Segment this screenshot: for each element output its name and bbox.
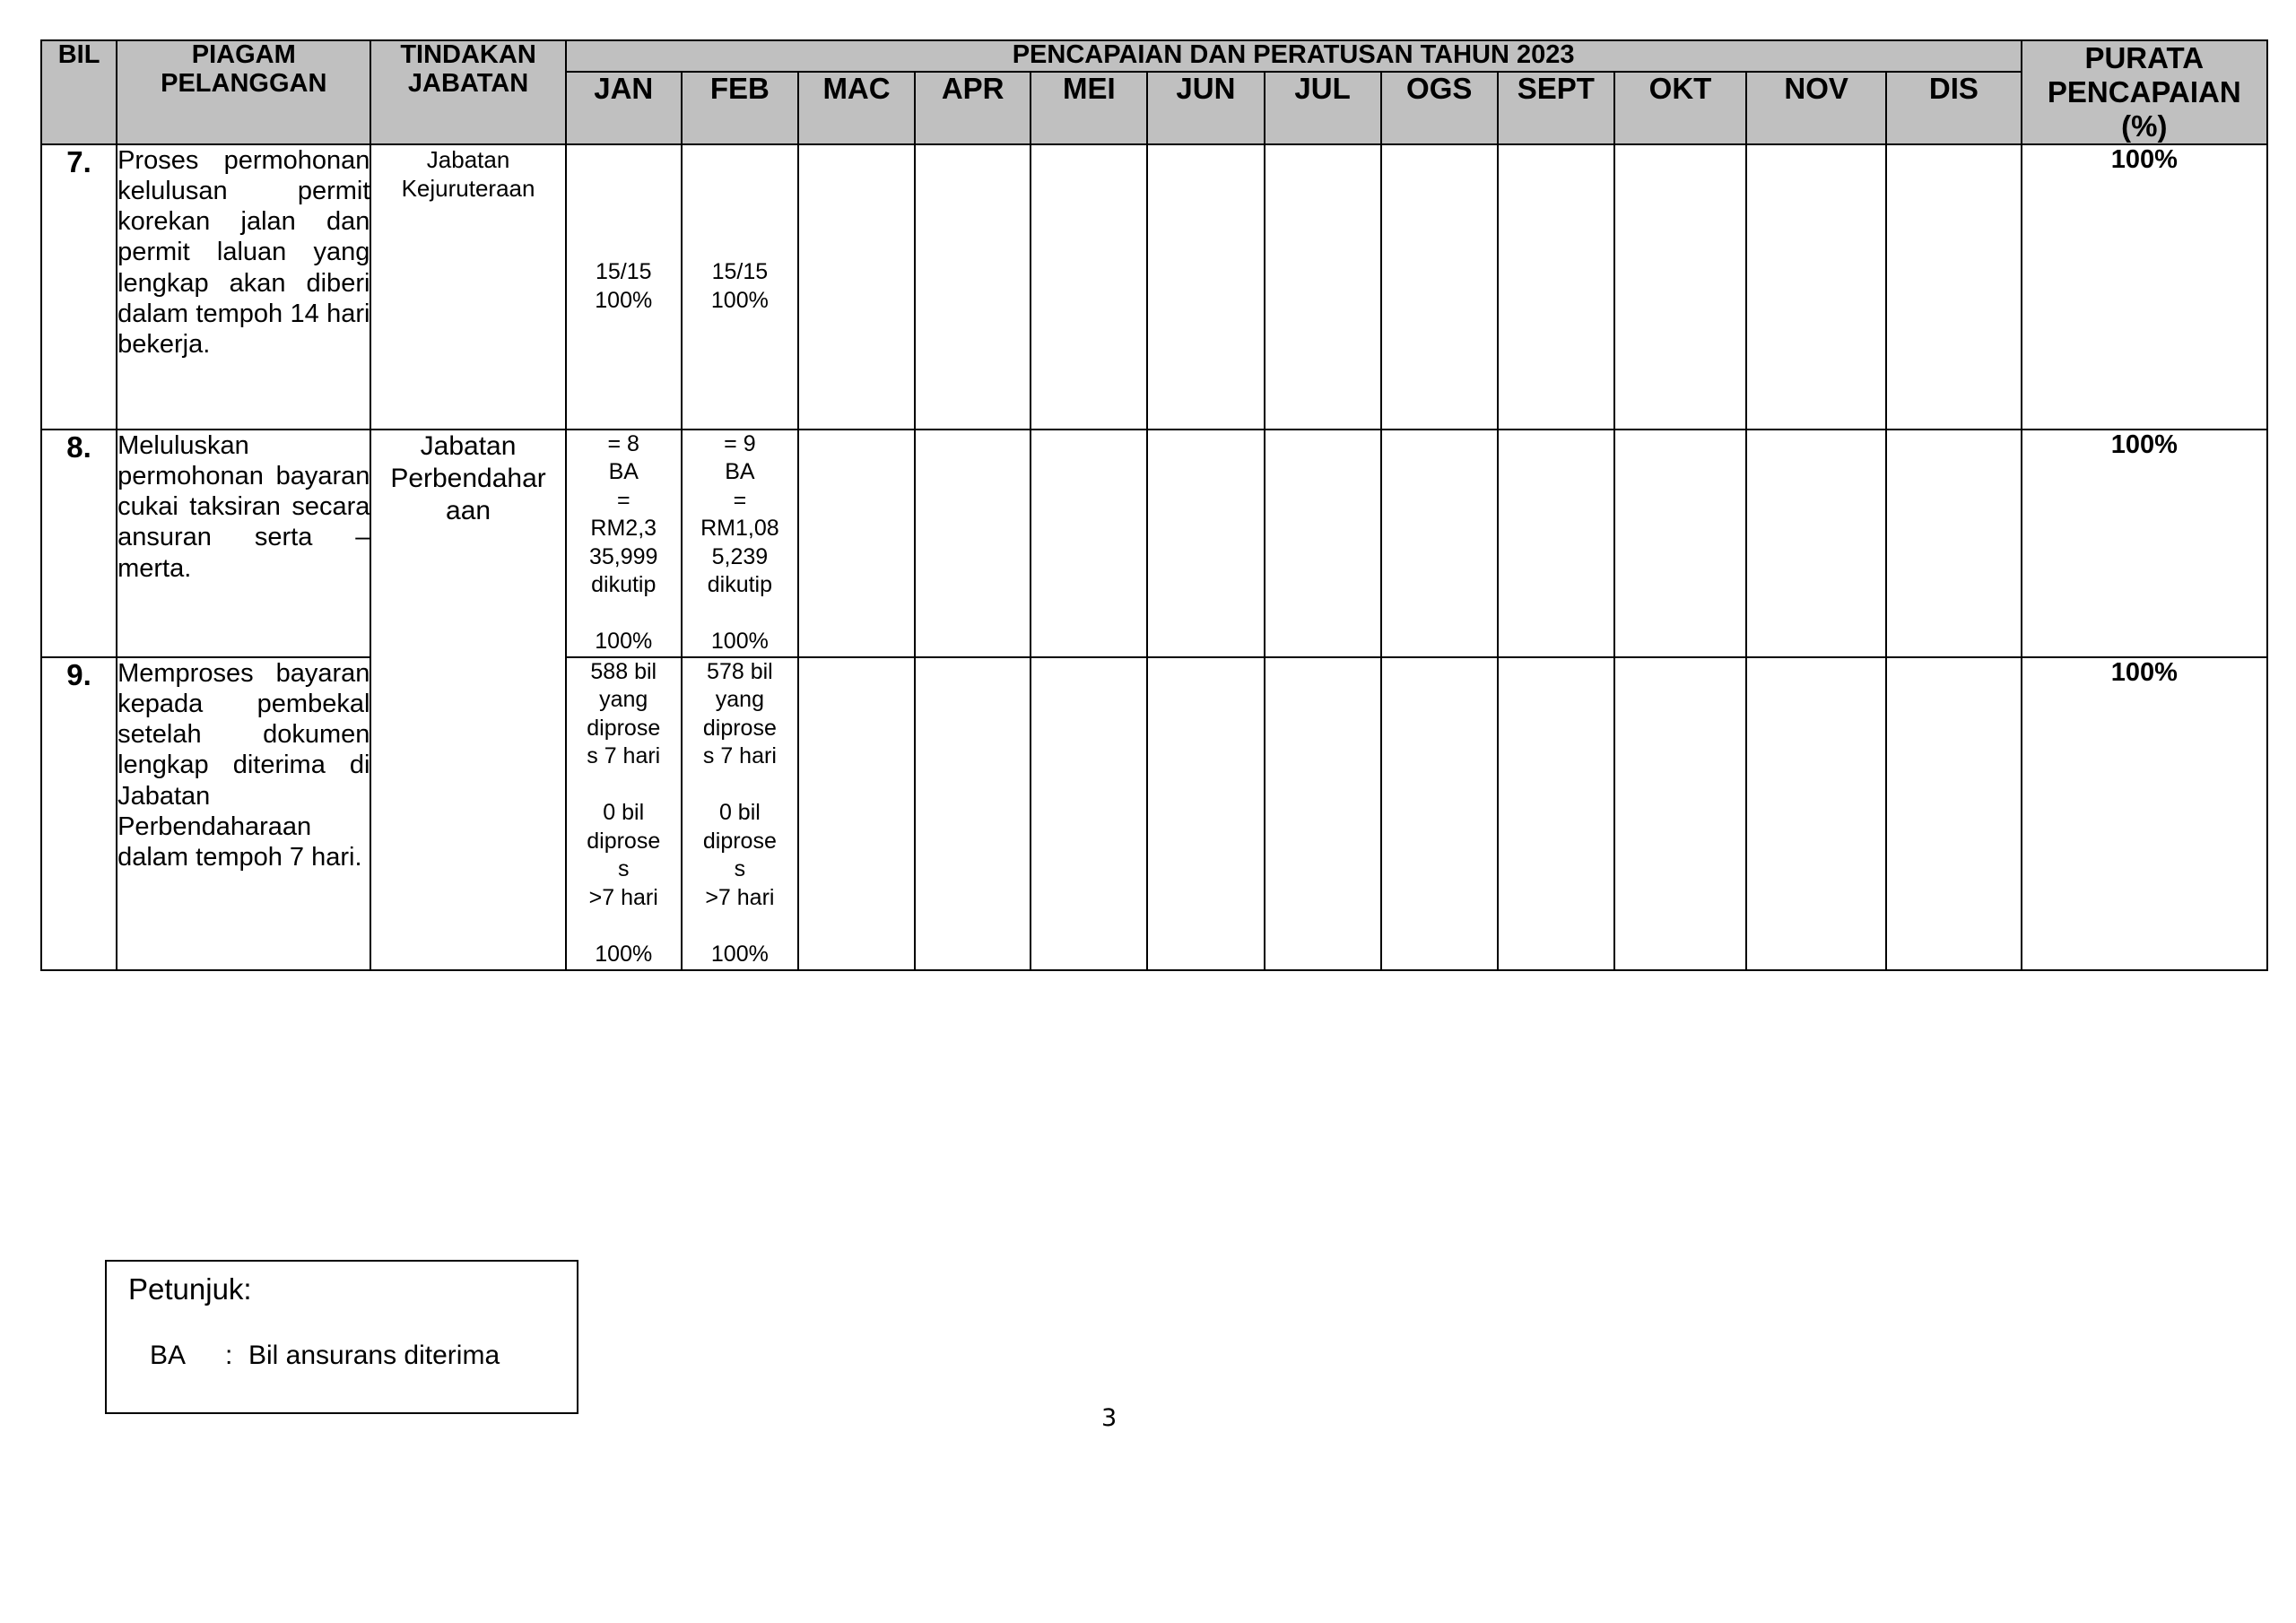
- cell-mac: [798, 430, 915, 657]
- legend-entry: [150, 1341, 500, 1371]
- cell-nov: [1746, 657, 1886, 970]
- header-month-dis: DIS: [1886, 72, 2021, 144]
- header-purata: PURATA PENCAPAIAN (%): [2022, 40, 2267, 144]
- cell-nov: [1746, 144, 1886, 430]
- legend-separator: :: [225, 1341, 233, 1370]
- header-month-apr: APR: [915, 72, 1031, 144]
- cell-jul: [1265, 430, 1381, 657]
- header-month-mei: MEI: [1031, 72, 1147, 144]
- header-month-mac: MAC: [798, 72, 915, 144]
- cell-mei: [1031, 144, 1147, 430]
- header-month-jun: JUN: [1147, 72, 1264, 144]
- cell-jan: 15/15 100%: [566, 144, 682, 430]
- row-piagam: Memproses bayaran kepada pembekal setelah dokumen lengkap diterima di Jabatan Perbendaharaan dalam tempoh 7 hari.: [117, 657, 370, 970]
- row-bil: 9.: [41, 657, 117, 970]
- legend-meaning: Bil ansurans diterima: [248, 1341, 500, 1370]
- cell-mac: [798, 144, 915, 430]
- cell-mac: [798, 657, 915, 970]
- row-bil: 7.: [41, 144, 117, 430]
- cell-sept: [1498, 430, 1614, 657]
- header-piagam: PIAGAM PELANGGAN: [117, 40, 370, 144]
- cell-jan: 588 bil yang diprose s 7 hari 0 bil diprose s >7 hari 100%: [566, 657, 682, 970]
- legend-abbr: BA: [150, 1341, 187, 1370]
- cell-dis: [1886, 430, 2021, 657]
- page-number: 3: [1101, 1404, 1118, 1432]
- cell-okt: [1614, 144, 1746, 430]
- header-month-jul: JUL: [1265, 72, 1381, 144]
- row-bil: 8.: [41, 430, 117, 657]
- cell-dis: [1886, 144, 2021, 430]
- header-bil: BIL: [41, 40, 117, 144]
- cell-sept: [1498, 657, 1614, 970]
- header-month-feb: FEB: [682, 72, 798, 144]
- achievement-table: [40, 39, 2268, 971]
- header-tindakan: TINDAKAN JABATAN: [370, 40, 565, 144]
- header-month-ogs: OGS: [1381, 72, 1498, 144]
- row-piagam: Meluluskan permohonan bayaran cukai taksiran secara ansuran serta – merta.: [117, 430, 370, 657]
- cell-jun: [1147, 430, 1264, 657]
- cell-ogs: [1381, 144, 1498, 430]
- cell-sept: [1498, 144, 1614, 430]
- legend-title: Petunjuk:: [128, 1272, 252, 1306]
- cell-dis: [1886, 657, 2021, 970]
- cell-feb: 15/15 100%: [682, 144, 798, 430]
- cell-ogs: [1381, 430, 1498, 657]
- cell-mei: [1031, 430, 1147, 657]
- cell-jul: [1265, 144, 1381, 430]
- cell-jun: [1147, 144, 1264, 430]
- cell-nov: [1746, 430, 1886, 657]
- row-tindakan: Jabatan Kejuruteraan: [370, 144, 565, 430]
- legend-box: [105, 1260, 578, 1414]
- header-pencapaian: PENCAPAIAN DAN PERATUSAN TAHUN 2023: [566, 40, 2022, 72]
- header-month-sept: SEPT: [1498, 72, 1614, 144]
- cell-feb: 578 bil yang diprose s 7 hari 0 bil diprose s >7 hari 100%: [682, 657, 798, 970]
- header-month-nov: NOV: [1746, 72, 1886, 144]
- row-purata: 100%: [2022, 430, 2267, 657]
- cell-jan: = 8 BA = RM2,3 35,999 dikutip 100%: [566, 430, 682, 657]
- cell-mei: [1031, 657, 1147, 970]
- cell-okt: [1614, 430, 1746, 657]
- cell-jun: [1147, 657, 1264, 970]
- cell-okt: [1614, 657, 1746, 970]
- cell-feb: = 9 BA = RM1,08 5,239 dikutip 100%: [682, 430, 798, 657]
- cell-apr: [915, 657, 1031, 970]
- cell-jul: [1265, 657, 1381, 970]
- table-row: [41, 144, 2267, 430]
- header-month-okt: OKT: [1614, 72, 1746, 144]
- cell-ogs: [1381, 657, 1498, 970]
- header-month-jan: JAN: [566, 72, 682, 144]
- row-purata: 100%: [2022, 657, 2267, 970]
- table-row: [41, 430, 2267, 657]
- row-purata: 100%: [2022, 144, 2267, 430]
- row-piagam: Proses permohonan kelulusan permit korekan jalan dan permit laluan yang lengkap akan diberi dalam tempoh 14 hari bekerja.: [117, 144, 370, 430]
- cell-apr: [915, 430, 1031, 657]
- row-tindakan: Jabatan Perbendahar aan: [370, 430, 565, 970]
- cell-apr: [915, 144, 1031, 430]
